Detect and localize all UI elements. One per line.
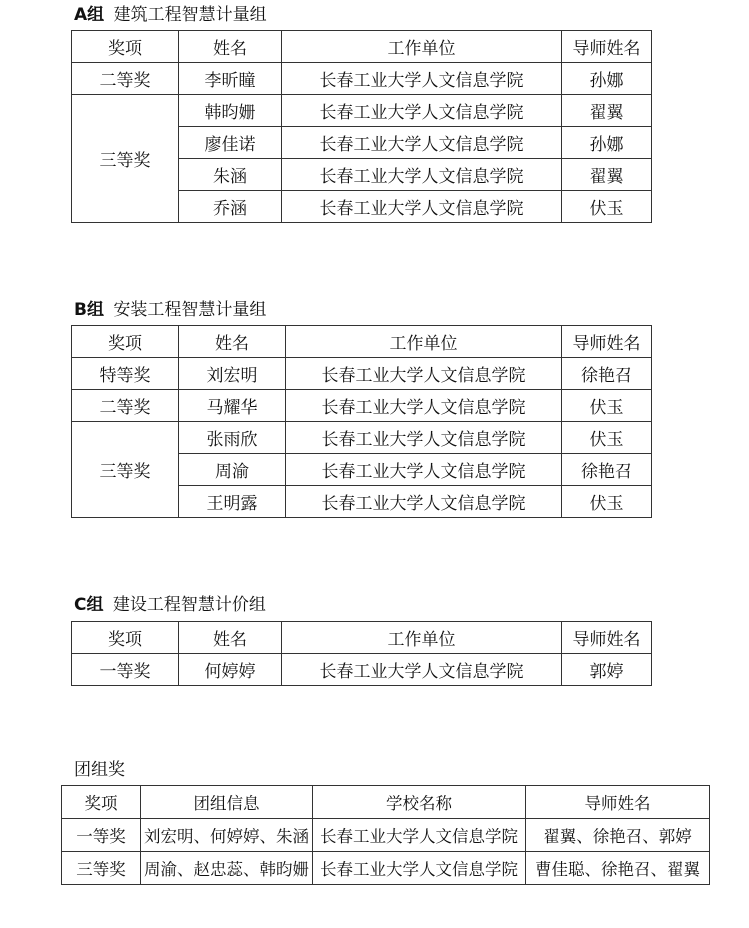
table-header-row [72,326,652,358]
name-cell: 廖佳诺 [179,127,282,159]
award-cell: 特等奖 [72,358,179,390]
header-unit: 工作单位 [286,326,562,358]
name-cell: 李昕瞳 [179,63,282,95]
header-members: 团组信息 [141,786,313,819]
header-award: 奖项 [72,622,179,654]
header-mentor: 导师姓名 [562,326,652,358]
header-school: 学校名称 [313,786,526,819]
mentor-cell: 伏玉 [562,390,652,422]
unit-cell: 长春工业大学人文信息学院 [286,422,562,454]
group-b-prefix: B组 [74,300,104,320]
group-b-table [71,325,652,518]
table-row [72,95,652,127]
team-table [61,785,710,885]
table-header-row [72,622,652,654]
group-c-prefix: C组 [74,595,104,615]
award-cell: 一等奖 [62,819,141,852]
mentor-cell: 翟翼 [562,159,652,191]
award-cell: 一等奖 [72,654,179,686]
table-row [62,852,710,885]
table-header-row [72,31,652,63]
mentor-cell: 郭婷 [562,654,652,686]
unit-cell: 长春工业大学人文信息学院 [286,486,562,518]
group-b-title: 安装工程智慧计量组 [113,300,267,320]
name-cell: 何婷婷 [179,654,282,686]
table-row [62,819,710,852]
group-a-caption [74,5,267,25]
table-row [72,63,652,95]
unit-cell: 长春工业大学人文信息学院 [282,159,562,191]
header-name: 姓名 [179,31,282,63]
header-unit: 工作单位 [282,31,562,63]
name-cell: 刘宏明 [179,358,286,390]
name-cell: 马耀华 [179,390,286,422]
unit-cell: 长春工业大学人文信息学院 [282,127,562,159]
unit-cell: 长春工业大学人文信息学院 [286,390,562,422]
award-cell: 三等奖 [72,422,179,518]
header-name: 姓名 [179,326,286,358]
name-cell: 张雨欣 [179,422,286,454]
name-cell: 韩昀姗 [179,95,282,127]
members-cell: 周渝、赵忠蕊、韩昀姗 [141,852,313,885]
mentors-cell: 曹佳聪、徐艳召、翟翼 [526,852,710,885]
table-row [72,422,652,454]
members-cell: 刘宏明、何婷婷、朱涵 [141,819,313,852]
team-caption [74,760,125,780]
header-mentor: 导师姓名 [562,622,652,654]
group-a-title: 建筑工程智慧计量组 [113,5,267,25]
header-award: 奖项 [72,31,179,63]
mentor-cell: 伏玉 [562,422,652,454]
group-c-title: 建设工程智慧计价组 [112,595,266,615]
mentor-cell: 孙娜 [562,127,652,159]
unit-cell: 长春工业大学人文信息学院 [282,63,562,95]
table-header-row [62,786,710,819]
group-b-caption [74,300,266,320]
award-cell: 三等奖 [72,95,179,223]
mentor-cell: 翟翼 [562,95,652,127]
award-cell: 二等奖 [72,63,179,95]
group-a-table [71,30,652,223]
header-award: 奖项 [62,786,141,819]
header-unit: 工作单位 [282,622,562,654]
name-cell: 乔涵 [179,191,282,223]
mentor-cell: 伏玉 [562,486,652,518]
mentor-cell: 徐艳召 [562,454,652,486]
group-c-caption [74,595,266,615]
header-mentor: 导师姓名 [562,31,652,63]
header-name: 姓名 [179,622,282,654]
table-row [72,358,652,390]
group-a-prefix: A组 [74,5,105,25]
mentors-cell: 翟翼、徐艳召、郭婷 [526,819,710,852]
unit-cell: 长春工业大学人文信息学院 [282,654,562,686]
award-cell: 二等奖 [72,390,179,422]
table-row [72,654,652,686]
header-mentors: 导师姓名 [526,786,710,819]
mentor-cell: 徐艳召 [562,358,652,390]
team-title: 团组奖 [74,760,125,780]
name-cell: 周渝 [179,454,286,486]
unit-cell: 长春工业大学人文信息学院 [286,454,562,486]
name-cell: 朱涵 [179,159,282,191]
unit-cell: 长春工业大学人文信息学院 [282,95,562,127]
group-c-table [71,621,652,686]
school-cell: 长春工业大学人文信息学院 [313,819,526,852]
unit-cell: 长春工业大学人文信息学院 [282,191,562,223]
name-cell: 王明露 [179,486,286,518]
header-award: 奖项 [72,326,179,358]
mentor-cell: 孙娜 [562,63,652,95]
school-cell: 长春工业大学人文信息学院 [313,852,526,885]
mentor-cell: 伏玉 [562,191,652,223]
table-row [72,390,652,422]
award-cell: 三等奖 [62,852,141,885]
unit-cell: 长春工业大学人文信息学院 [286,358,562,390]
